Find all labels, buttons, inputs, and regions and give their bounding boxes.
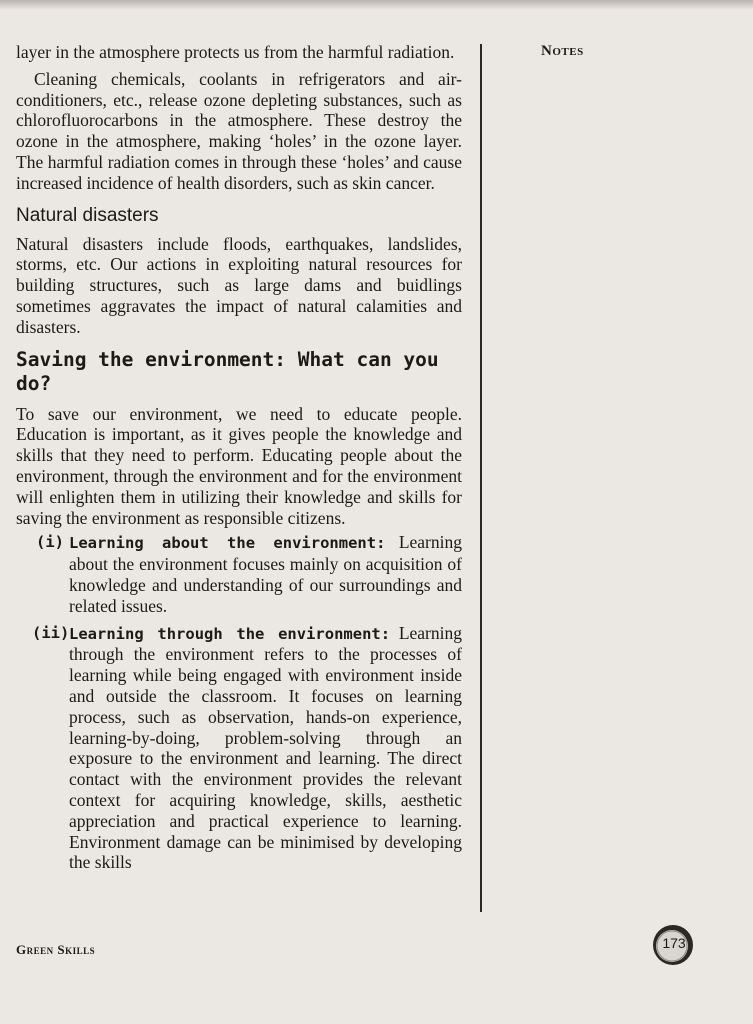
main-column [16,42,462,879]
list-item-lead: Learning about the environment: [69,534,386,553]
natural-disasters-paragraph: Natural disasters include floods, earthquakes, landslides, storms, etc. Our actions in exploiting natural resources for building structures, such as large dams and buidlings sometimes aggravates the impact of natural calamities and disasters. [16,233,462,337]
list-item-number: (i) [36,533,64,552]
saving-environment-paragraph: To save our environment, we need to educate people. Education is important, as it gives people the knowledge and skills that they need to perform. Educating people about the environment, through the environment and for the environment will enlighten them in utilizing their knowledge and skills for saving the environment as responsible citizens. [16,403,462,528]
natural-disasters-heading: Natural disasters [16,204,159,226]
ozone-paragraph: Cleaning chemicals, coolants in refrigerators and air-conditioners, etc., release ozone depleting substances, such as chlorofluorocarbons in the atmosphere. These destroy the ozone in the atmosphere, making ‘holes’ in the ozone layer. The harmful radiation comes in through these ‘holes’ and cause increased incidence of health disorders, such as skin cancer. [16,68,462,193]
list-item [16,532,462,616]
learning-list [16,532,462,873]
footer-book-title: Green Skills [16,942,96,957]
saving-environment-heading: Saving the environment: What can you do? [16,347,439,395]
list-item-text: Learning through the environment refers to the processes of learning while being engaged with environment inside and outside the classroom. It focuses on learning process, such as observation, hands-on experience, learning-by-doing, problem-solving through an exposure to the environment and learning. The direct contact with the environment provides the relevant context for acquiring knowledge, skills, aesthetic appreciation and practical experience to learning. Environment damage can be minimised by developing the skills [69,622,462,873]
page-number: 173 [662,935,686,951]
list-item [16,623,462,874]
list-item-lead: Learning through the environment: [69,624,391,643]
page-top-shadow [0,0,753,10]
intro-paragraph: layer in the atmosphere protects us from the harmful radiation. [16,42,455,62]
list-item-text: Learning about the environment focuses mainly on acquisition of knowledge and understanding of our surroundings and related issues. [69,532,462,616]
notes-label: Notes [541,43,584,59]
column-divider [480,44,482,912]
list-item-number: (ii) [32,623,70,642]
